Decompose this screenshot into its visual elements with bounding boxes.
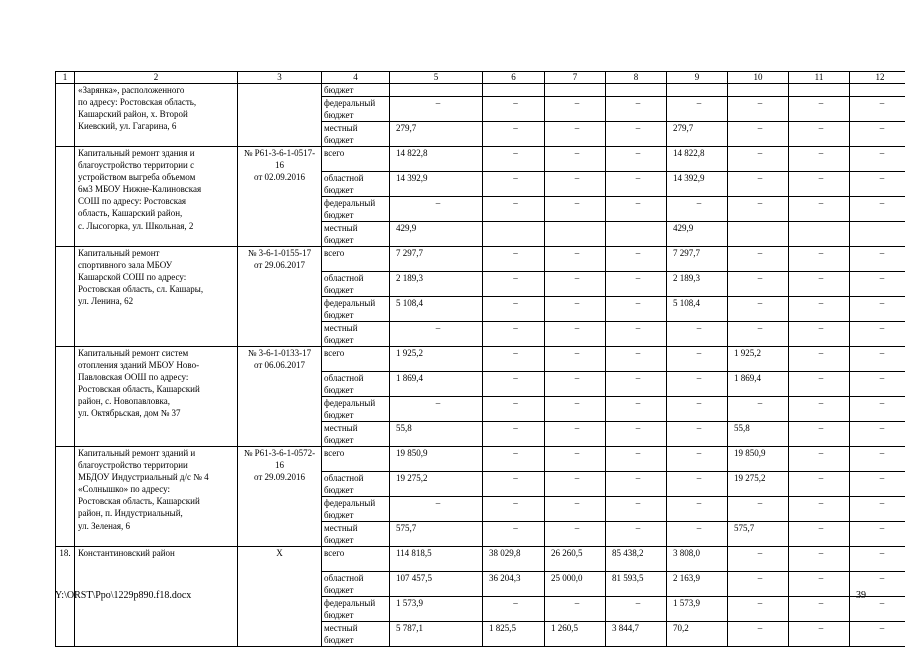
header-cell: 7 [545, 72, 606, 84]
value-cell: – [728, 497, 789, 522]
value-cell: 5 108,4 [667, 297, 728, 322]
value-cell: – [667, 347, 728, 372]
value-cell: – [545, 447, 606, 472]
value-cell: – [667, 522, 728, 547]
expertise-document: № Р61-3-6-1-0517-16 от 02.09.2016 [238, 147, 322, 247]
value-cell: – [606, 447, 667, 472]
value-cell: – [606, 197, 667, 222]
value-cell: – [606, 247, 667, 272]
value-cell: 7 297,7 [390, 247, 483, 272]
value-cell: 1 925,2 [390, 347, 483, 372]
value-cell: 7 297,7 [667, 247, 728, 272]
value-cell: 14 392,9 [667, 172, 728, 197]
header-cell: 4 [322, 72, 390, 84]
value-cell: 2 163,9 [667, 572, 728, 597]
value-cell: – [483, 247, 545, 272]
value-cell: – [728, 247, 789, 272]
value-cell: – [483, 272, 545, 297]
value-cell: – [483, 397, 545, 422]
funding-type: местный бюджет [322, 322, 390, 347]
funding-type: федеральный бюджет [322, 97, 390, 122]
value-cell: – [606, 372, 667, 397]
value-cell: – [390, 322, 483, 347]
value-cell: – [789, 447, 850, 472]
value-cell: – [483, 347, 545, 372]
value-cell: 1 573,9 [390, 597, 483, 622]
value-cell: 575,7 [728, 522, 789, 547]
value-cell: – [789, 247, 850, 272]
value-cell: – [789, 122, 850, 147]
object-name: Константиновский район [75, 547, 238, 647]
value-cell: 2 189,3 [390, 272, 483, 297]
expertise-document: № Р61-3-6-1-0572-16 от 29.09.2016 [238, 447, 322, 547]
funding-type: всего [322, 547, 390, 572]
value-cell: – [667, 97, 728, 122]
value-cell: 36 204,3 [483, 572, 545, 597]
value-cell: – [850, 122, 905, 147]
value-cell: 5 108,4 [390, 297, 483, 322]
value-cell: 5 787,1 [390, 622, 483, 647]
table-row [56, 347, 905, 372]
value-cell: – [483, 522, 545, 547]
value-cell [850, 222, 905, 247]
value-cell: 3 808,0 [667, 547, 728, 572]
value-cell: – [606, 172, 667, 197]
value-cell: – [483, 297, 545, 322]
value-cell: – [728, 622, 789, 647]
value-cell: 1 869,4 [390, 372, 483, 397]
value-cell: – [545, 322, 606, 347]
row-number [56, 247, 75, 347]
value-cell: 114 818,5 [390, 547, 483, 572]
value-cell: – [483, 472, 545, 497]
value-cell: 14 822,8 [390, 147, 483, 172]
value-cell: – [606, 422, 667, 447]
value-cell: 19 850,9 [390, 447, 483, 472]
value-cell: – [789, 622, 850, 647]
value-cell: – [850, 247, 905, 272]
object-name: «Зарянка», расположенного по адресу: Ростовская область, Кашарский район, х. Второй Киевский, ул. Гагарина, 6 [75, 84, 238, 147]
table-row [56, 447, 905, 472]
value-cell: – [606, 497, 667, 522]
value-cell: – [667, 472, 728, 497]
value-cell: – [789, 297, 850, 322]
value-cell: – [545, 597, 606, 622]
value-cell: – [606, 597, 667, 622]
funding-type: федеральный бюджет [322, 497, 390, 522]
value-cell [789, 222, 850, 247]
value-cell: 1 573,9 [667, 597, 728, 622]
header-cell: 9 [667, 72, 728, 84]
value-cell: – [789, 172, 850, 197]
value-cell: 81 593,5 [606, 572, 667, 597]
value-cell: – [728, 572, 789, 597]
value-cell: 70,2 [667, 622, 728, 647]
value-cell: – [545, 272, 606, 297]
value-cell: 575,7 [390, 522, 483, 547]
value-cell: 19 850,9 [728, 447, 789, 472]
value-cell: – [667, 197, 728, 222]
header-cell: 8 [606, 72, 667, 84]
value-cell: – [606, 272, 667, 297]
value-cell: – [789, 322, 850, 347]
funding-type: всего [322, 247, 390, 272]
value-cell: – [850, 197, 905, 222]
row-number [56, 347, 75, 447]
value-cell [728, 84, 789, 97]
expertise-document: № 3-6-1-0133-17 от 06.06.2017 [238, 347, 322, 447]
funding-type: областной бюджет [322, 372, 390, 397]
file-path: Y:\ORST\Ppo\1229p890.f18.docx [55, 590, 191, 601]
value-cell: 1 260,5 [545, 622, 606, 647]
funding-type: областной бюджет [322, 172, 390, 197]
value-cell: – [483, 197, 545, 222]
value-cell [789, 84, 850, 97]
value-cell: 279,7 [390, 122, 483, 147]
value-cell: – [789, 497, 850, 522]
header-cell: 3 [238, 72, 322, 84]
value-cell: 429,9 [390, 222, 483, 247]
funding-type: областной бюджет [322, 272, 390, 297]
value-cell: 19 275,2 [390, 472, 483, 497]
value-cell: 38 029,8 [483, 547, 545, 572]
row-number [56, 447, 75, 547]
value-cell: – [850, 322, 905, 347]
funding-type: местный бюджет [322, 122, 390, 147]
value-cell: – [667, 447, 728, 472]
value-cell: – [850, 622, 905, 647]
header-cell: 12 [850, 72, 905, 84]
value-cell: – [789, 147, 850, 172]
funding-type: федеральный бюджет [322, 397, 390, 422]
value-cell: – [483, 422, 545, 447]
value-cell: – [728, 597, 789, 622]
value-cell: 55,8 [728, 422, 789, 447]
value-cell: 26 260,5 [545, 547, 606, 572]
value-cell: – [728, 147, 789, 172]
value-cell: – [850, 397, 905, 422]
value-cell: – [789, 547, 850, 572]
value-cell: – [545, 422, 606, 447]
value-cell: – [606, 97, 667, 122]
value-cell: – [789, 472, 850, 497]
value-cell: – [545, 472, 606, 497]
table-body [56, 72, 905, 647]
funding-type: федеральный бюджет [322, 197, 390, 222]
budget-table [55, 71, 905, 647]
value-cell [728, 222, 789, 247]
value-cell: – [850, 472, 905, 497]
object-name: Капитальный ремонт систем отопления зданий МБОУ Ново- Павловская ООШ по адресу: Ростовская область, Кашарский район, с. Новопавловка, ул. Октябрьская, дом № 37 [75, 347, 238, 447]
header-cell: 5 [390, 72, 483, 84]
header-row [56, 72, 905, 84]
value-cell: – [850, 172, 905, 197]
value-cell: – [789, 522, 850, 547]
value-cell: 429,9 [667, 222, 728, 247]
value-cell: – [545, 372, 606, 397]
value-cell: – [483, 322, 545, 347]
value-cell: – [545, 522, 606, 547]
funding-type: всего [322, 347, 390, 372]
funding-type: местный бюджет [322, 222, 390, 247]
value-cell [390, 84, 483, 97]
value-cell: – [390, 97, 483, 122]
value-cell: – [667, 497, 728, 522]
value-cell: – [850, 97, 905, 122]
value-cell: – [483, 147, 545, 172]
row-number [56, 147, 75, 247]
value-cell: 107 457,5 [390, 572, 483, 597]
header-cell: 1 [56, 72, 75, 84]
object-name: Капитальный ремонт зданий и благоустройство территории МБДОУ Индустриальный д/с № 4 «Солнышко» по адресу: Ростовская область, Кашарский район, п. Индустриальный, ул. Зеленая, 6 [75, 447, 238, 547]
value-cell: – [667, 372, 728, 397]
value-cell: 14 392,9 [390, 172, 483, 197]
value-cell: – [483, 447, 545, 472]
value-cell: 25 000,0 [545, 572, 606, 597]
value-cell: – [390, 197, 483, 222]
value-cell [850, 84, 905, 97]
funding-type: местный бюджет [322, 422, 390, 447]
value-cell: – [850, 272, 905, 297]
value-cell [483, 222, 545, 247]
table-row [56, 547, 905, 572]
value-cell: – [483, 122, 545, 147]
value-cell: – [789, 97, 850, 122]
value-cell: – [728, 547, 789, 572]
value-cell: – [545, 122, 606, 147]
value-cell: – [728, 297, 789, 322]
page-number: 39 [856, 590, 866, 601]
header-cell: 11 [789, 72, 850, 84]
value-cell: 14 822,8 [667, 147, 728, 172]
value-cell [545, 222, 606, 247]
value-cell: 279,7 [667, 122, 728, 147]
value-cell: – [728, 172, 789, 197]
value-cell: – [850, 372, 905, 397]
value-cell [606, 84, 667, 97]
value-cell: – [545, 147, 606, 172]
value-cell: – [850, 147, 905, 172]
value-cell: – [545, 172, 606, 197]
value-cell: – [483, 497, 545, 522]
value-cell [667, 84, 728, 97]
value-cell: – [606, 397, 667, 422]
table-row [56, 247, 905, 272]
value-cell: – [850, 597, 905, 622]
object-name: Капитальный ремонт здания и благоустройство территории с устройством выгреба объемом 6м3 МБОУ Нижне-Калиновская СОШ по адресу: Ростовская область, Кашарский район, с. Лысогорка, ул. Школьная, 2 [75, 147, 238, 247]
value-cell: 19 275,2 [728, 472, 789, 497]
value-cell: – [850, 522, 905, 547]
object-name: Капитальный ремонт спортивного зала МБОУ Кашарской СОШ по адресу: Ростовская область, сл. Кашары, ул. Ленина, 62 [75, 247, 238, 347]
value-cell: – [728, 397, 789, 422]
value-cell: – [850, 447, 905, 472]
value-cell: – [789, 372, 850, 397]
value-cell: 85 438,2 [606, 547, 667, 572]
value-cell: – [789, 272, 850, 297]
value-cell: – [667, 322, 728, 347]
value-cell: – [789, 347, 850, 372]
value-cell [606, 222, 667, 247]
value-cell: – [850, 572, 905, 597]
funding-type: всего [322, 147, 390, 172]
value-cell [545, 84, 606, 97]
value-cell: – [606, 322, 667, 347]
value-cell: – [483, 597, 545, 622]
value-cell: – [728, 97, 789, 122]
row-number: 18. [56, 547, 75, 647]
expertise-document: Х [238, 547, 322, 647]
value-cell: – [545, 197, 606, 222]
value-cell: – [850, 297, 905, 322]
expertise-document [238, 84, 322, 147]
value-cell: – [606, 522, 667, 547]
value-cell: – [789, 197, 850, 222]
value-cell: – [728, 197, 789, 222]
value-cell: – [483, 372, 545, 397]
header-cell: 10 [728, 72, 789, 84]
value-cell: – [606, 347, 667, 372]
value-cell: – [850, 347, 905, 372]
value-cell: – [483, 172, 545, 197]
row-number [56, 84, 75, 147]
value-cell: 1 925,2 [728, 347, 789, 372]
funding-type: бюджет [322, 84, 390, 97]
value-cell [483, 84, 545, 97]
value-cell: 2 189,3 [667, 272, 728, 297]
value-cell: 1 869,4 [728, 372, 789, 397]
funding-type: областной бюджет [322, 572, 390, 597]
funding-type: местный бюджет [322, 522, 390, 547]
value-cell: – [545, 397, 606, 422]
value-cell: – [850, 547, 905, 572]
value-cell: – [390, 497, 483, 522]
funding-type: федеральный бюджет [322, 297, 390, 322]
value-cell: – [545, 347, 606, 372]
value-cell: – [789, 397, 850, 422]
value-cell: – [545, 497, 606, 522]
value-cell: – [789, 572, 850, 597]
value-cell: – [728, 322, 789, 347]
funding-type: федеральный бюджет [322, 597, 390, 622]
value-cell: – [545, 97, 606, 122]
value-cell: 55,8 [390, 422, 483, 447]
value-cell: – [606, 122, 667, 147]
value-cell: – [545, 247, 606, 272]
funding-type: местный бюджет [322, 622, 390, 647]
value-cell: – [606, 297, 667, 322]
funding-type: всего [322, 447, 390, 472]
value-cell: – [850, 497, 905, 522]
header-cell: 6 [483, 72, 545, 84]
value-cell: – [483, 97, 545, 122]
value-cell: – [390, 397, 483, 422]
table-row [56, 147, 905, 172]
value-cell: – [789, 422, 850, 447]
value-cell: 1 825,5 [483, 622, 545, 647]
value-cell: – [606, 147, 667, 172]
value-cell: – [667, 397, 728, 422]
header-cell: 2 [75, 72, 238, 84]
value-cell: – [606, 472, 667, 497]
value-cell: – [728, 272, 789, 297]
expertise-document: № 3-6-1-0155-17 от 29.06.2017 [238, 247, 322, 347]
value-cell: – [545, 297, 606, 322]
value-cell: 3 844,7 [606, 622, 667, 647]
value-cell: – [667, 422, 728, 447]
value-cell: – [728, 122, 789, 147]
value-cell: – [850, 422, 905, 447]
funding-type: областной бюджет [322, 472, 390, 497]
value-cell: – [789, 597, 850, 622]
table-row [56, 84, 905, 97]
